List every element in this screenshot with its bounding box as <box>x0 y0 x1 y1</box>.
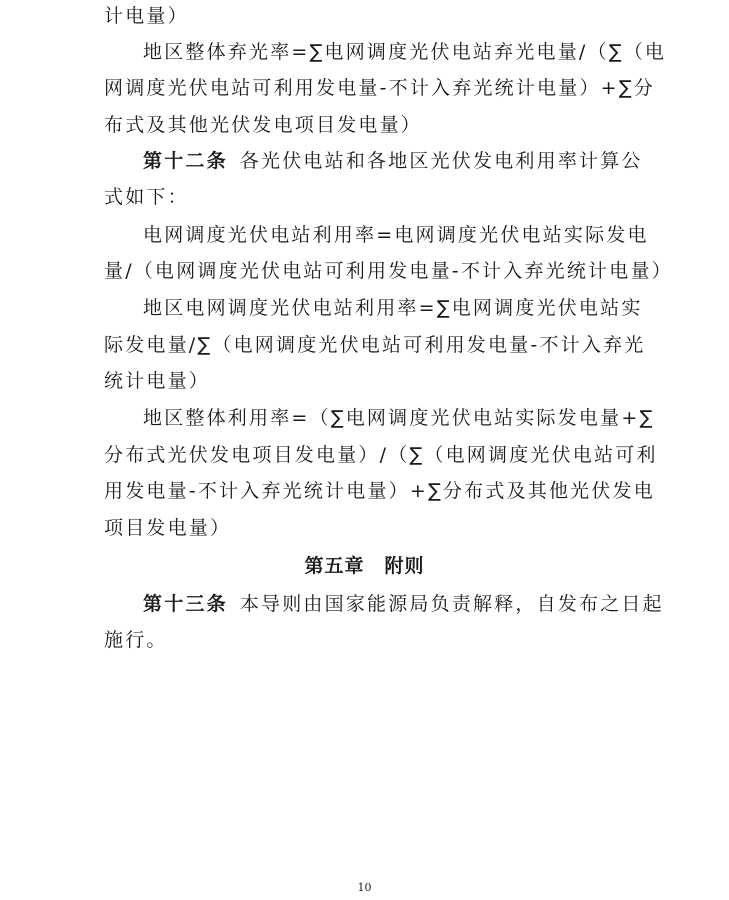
text-line: 分布式光伏发电项目发电量）/（∑（电网调度光伏电站可利 <box>104 444 658 466</box>
text-line: 施行。 <box>104 629 168 651</box>
text-line: 地区整体弃光率=∑电网调度光伏电站弃光电量/（∑（电 <box>143 41 667 63</box>
text-line: 量/（电网调度光伏电站可利用发电量-不计入弃光统计电量） <box>104 260 673 282</box>
text-line: 地区电网调度光伏电站利用率=∑电网调度光伏电站实 <box>143 297 643 319</box>
text-line: 布式及其他光伏发电项目发电量） <box>104 114 423 136</box>
chapter-heading: 第五章 附则 <box>304 555 425 577</box>
article-12-label: 第十二条 <box>143 150 228 172</box>
text-line: 统计电量） <box>104 370 211 392</box>
text-line: 计电量） <box>104 5 189 27</box>
page-number: 10 <box>357 881 372 894</box>
text-line: 电网调度光伏电站利用率=电网调度光伏电站实际发电 <box>143 224 649 246</box>
text-line: 地区整体利用率=（∑电网调度光伏电站实际发电量+∑ <box>143 407 655 429</box>
text-line: 式如下： <box>104 186 189 208</box>
text-line: 各光伏电站和各地区光伏发电利用率计算公 <box>239 150 643 172</box>
text-line: 际发电量/∑（电网调度光伏电站可利用发电量-不计入弃光 <box>104 334 646 356</box>
text-line: 网调度光伏电站可利用发电量-不计入弃光统计电量）+∑分 <box>104 77 655 99</box>
text-line: 项目发电量） <box>104 517 232 539</box>
article-13-label: 第十三条 <box>143 593 228 615</box>
article-13-paragraph <box>143 591 664 617</box>
text-line: 本导则由国家能源局负责解释，自发布之日起 <box>239 593 664 615</box>
text-line: 用发电量-不计入弃光统计电量）+∑分布式及其他光伏发电 <box>104 480 655 502</box>
article-12-paragraph <box>143 148 643 174</box>
